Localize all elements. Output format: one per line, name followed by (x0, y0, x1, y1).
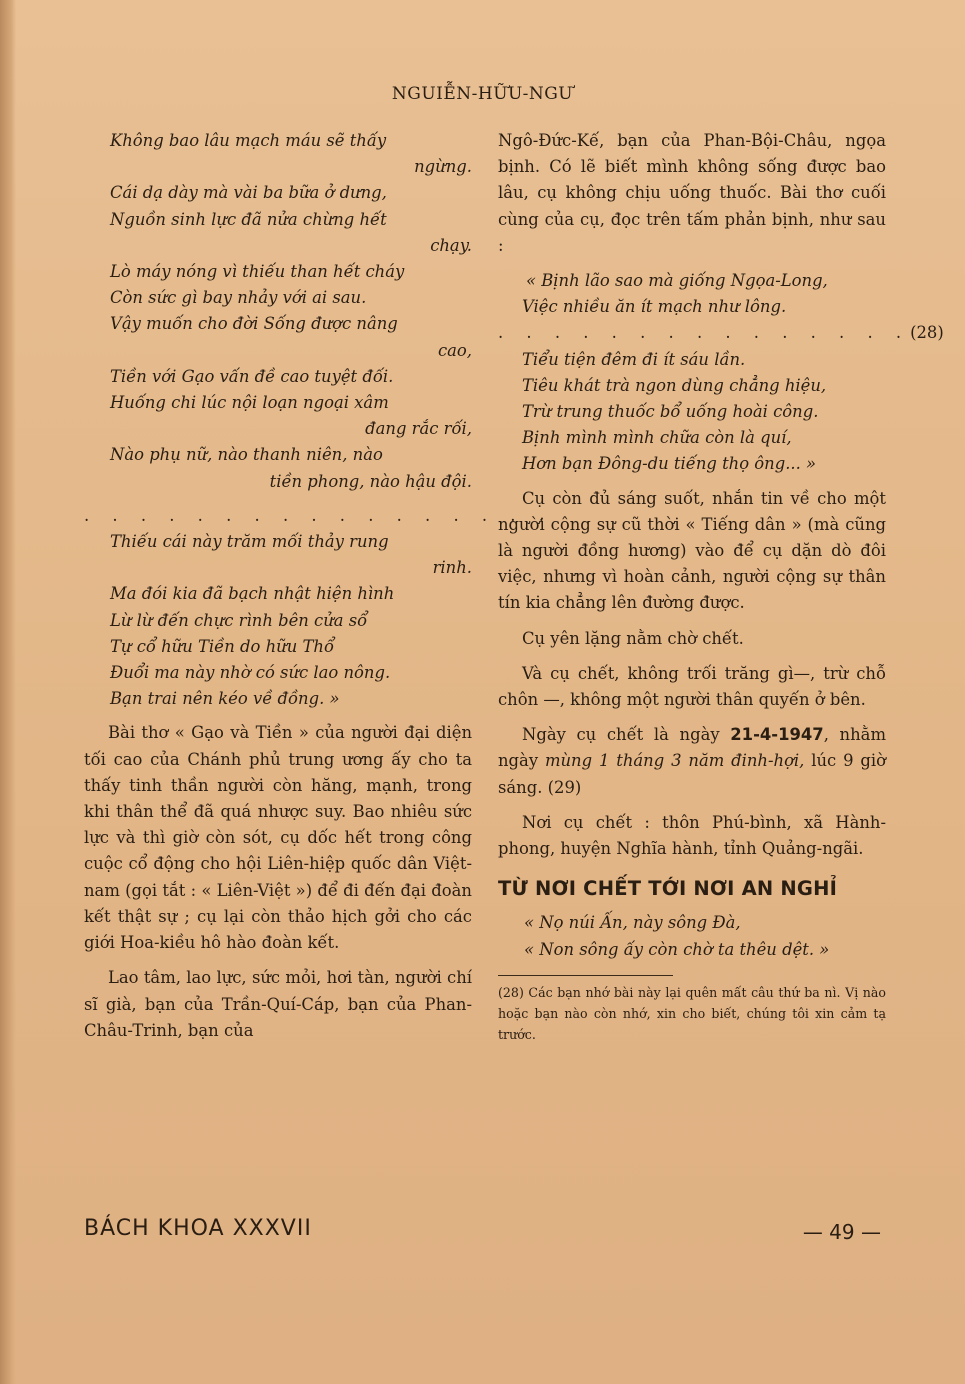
poem-line-continued: chạy. (430, 235, 472, 255)
poem-line: Không bao lâu mạch máu sẽ thấy (110, 131, 387, 150)
ellipsis-divider: . . . . . . . . . . . . . . . . . (84, 505, 553, 525)
footnote: (28) Các bạn nhớ bài này lại quên mất câu thứ ba nì. Vị nào hoặc bạn nào còn nhớ, xin cho biết, chúng tôi xin cảm tạ trước. (498, 984, 886, 1042)
poem-line: Nguồn sinh lực đã nửa chừng hết (110, 209, 387, 229)
body-paragraph-death-date (498, 722, 886, 801)
poem-line: Lừ lừ đến chực rình bên cửa sổ (110, 610, 368, 630)
running-header: NGUIỄN-HỮU-NGƯ (391, 84, 574, 104)
body-paragraph: Bài thơ « Gạo và Tiền » của người đại diện tối cao của Chánh phủ trung ương ấy cho ta thấy tinh thần người còn hăng, mạnh, trong khi thân thể đã quá nhược suy. Bao nhiêu sức lực và thì giờ còn sót, cụ dốc hết trong công cuộc cổ động cho hội Liên-hiệp quốc dân Việt-nam (gọi tắt : « Liên-Việt ») để đi đến đại đoàn kết thật sự ; cụ lại còn thảo hịch gởi cho các giới Hoa-kiều hô hào đoàn kết. (84, 723, 472, 953)
poem-line: « Bịnh lão sao mà giống Ngọa-Long, (526, 271, 828, 291)
death-date: 21-4-1947 (730, 725, 824, 745)
poem-line: Việc nhiều ăn ít mạch như lông. (522, 297, 787, 317)
poem-line: Huống chi lúc nội loạn ngoại xâm (110, 393, 389, 413)
text-run: Ngày cụ chết là ngày (522, 725, 731, 745)
poem-line: Bịnh mình mình chữa còn là quí, (522, 428, 792, 448)
lunar-date: mùng 1 tháng 3 năm đinh-hợi, (544, 751, 805, 771)
section-title: TỪ NƠI CHẾT TỚI NƠI AN NGHỈ (498, 877, 838, 901)
poem-rice-money-part1 (84, 128, 472, 495)
poem-line: Trừ trung thuốc bổ uống hoài công. (522, 402, 819, 422)
ellipsis-dots: . . . . . . . . . . . . . . . (498, 323, 911, 343)
poem-line-continued: rinh. (432, 558, 472, 578)
poem-line: Tự cổ hữu Tiền do hữu Thổ (110, 636, 334, 656)
body-paragraph: Lao tâm, lao lực, sức mỏi, hơi tàn, người chí sĩ già, bạn của Trần-Quí-Cáp, bạn của Phan-Châu-Trinh, bạn của (84, 968, 472, 1040)
body-paragraph: Cụ yên lặng nằm chờ chết. (522, 628, 744, 648)
body-paragraph: Và cụ chết, không trối trăng gì—, trừ chỗ chôn —, không một người thân quyến ở bên. (498, 663, 886, 710)
poem-rice-money-part2 (84, 529, 472, 712)
poem-line: Lò máy nóng vì thiếu than hết cháy (110, 262, 405, 282)
right-column (498, 128, 944, 1045)
poem-line-continued: đang rắc rối, (365, 419, 472, 439)
poem-line-continued: ngừng. (414, 157, 472, 177)
poem-line: Cái dạ dày mà vài ba bữa ở dưng, (110, 183, 387, 203)
poem-line-continued: tiền phong, nào hậu đội. (269, 471, 472, 491)
poem-line: Tiểu tiện đêm đi ít sáu lần. (522, 349, 746, 369)
page-number: — 49 — (802, 1220, 881, 1244)
footnote-ref: (28) (910, 323, 944, 343)
poem-line: Còn sức gì bay nhảy với ai sau. (110, 288, 367, 308)
epigraph-line: « Non sông ấy còn chờ ta thêu dệt. » (524, 939, 830, 959)
poem-line: Vậy muốn cho đời Sống được nâng (110, 314, 398, 334)
footnote-rule (498, 975, 673, 976)
body-paragraph: Nơi cụ chết : thôn Phú-bình, xã Hành-phong, huyện Nghĩa hành, tỉnh Quảng-ngãi. (498, 812, 886, 859)
poem-line: Nào phụ nữ, nào thanh niên, nào (110, 445, 383, 465)
body-paragraph: Cụ còn đủ sáng suốt, nhắn tin về cho một người cộng sự cũ thời « Tiếng dân » (mà cũng là người đồng hương) vào để cụ dặn dò đôi việc, nhưng vì hoàn cảnh, người cộng sự thân tín kia chẳng lên đường được. (498, 488, 886, 613)
text-run: lúc 9 giờ sáng. (29) (498, 751, 886, 797)
page-spine-shadow (0, 0, 16, 1384)
ellipsis-divider (498, 320, 944, 346)
poem-line: Hơn bạn Đông-du tiếng thọ ông... » (522, 454, 817, 474)
poem-line: Ma đói kia đã bạch nhật hiện hình (110, 584, 395, 604)
poem-line: Thiếu cái này trăm mối thảy rung (110, 532, 389, 552)
poem-line: Bạn trai nên kéo về đồng. » (110, 689, 340, 709)
text-run: , nhằm ngày (498, 725, 886, 771)
epigraph-line: « Nọ núi Ấn, này sông Đà, (524, 913, 741, 933)
left-column (84, 128, 553, 1053)
poem-line: Tiêu khát trà ngon dùng chẳng hiệu, (522, 375, 827, 395)
last-poem (498, 268, 944, 478)
epigraph (498, 910, 886, 962)
poem-line: Tiền với Gạo vấn đề cao tuyệt đối. (110, 366, 394, 386)
body-paragraph: Ngô-Đức-Kế, bạn của Phan-Bội-Châu, ngọa bịnh. Có lẽ biết mình không sống được bao lâu, cụ không chịu uống thuốc. Bài thơ cuối cùng của cụ, đọc trên tấm phản bịnh, như sau : (498, 131, 886, 255)
poem-line: Đuổi ma này nhờ có sức lao nông. (110, 663, 391, 683)
journal-title: BÁCH KHOA XXXVII (84, 1216, 312, 1241)
poem-line-continued: cao, (437, 340, 472, 360)
